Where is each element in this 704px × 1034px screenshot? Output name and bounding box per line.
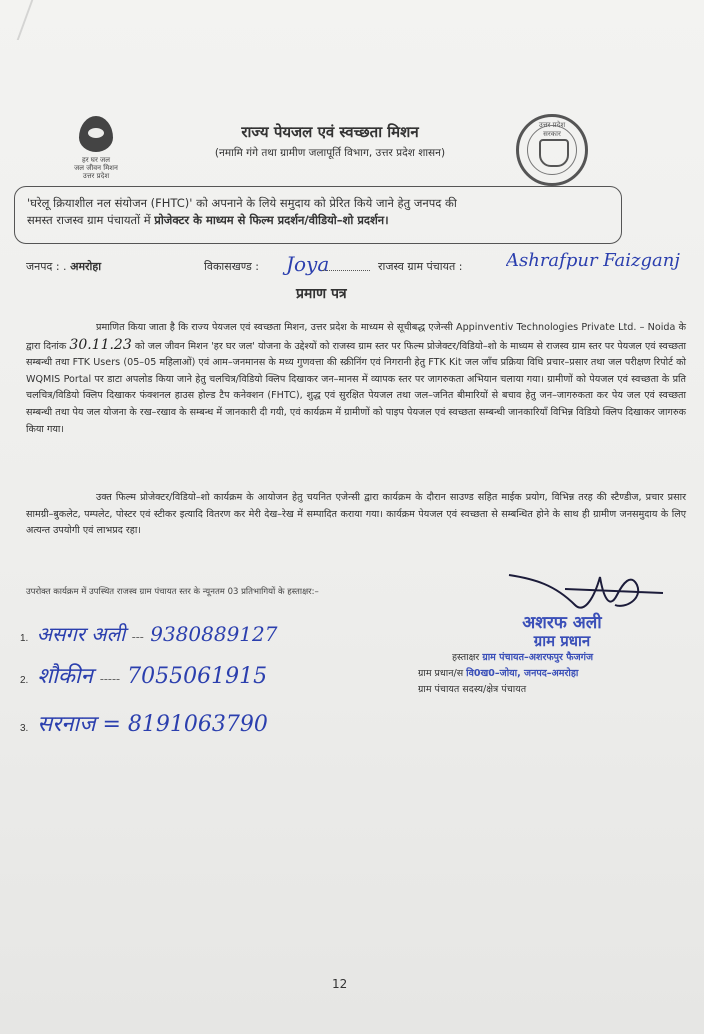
har-ghar-jal-logo <box>64 116 128 180</box>
seal-emblem-icon <box>539 139 569 167</box>
panchayat-label: राजस्व ग्राम पंचायत : <box>378 260 463 273</box>
pradhan-stamp <box>472 614 652 650</box>
participant-2-name: शौकीन <box>37 664 93 689</box>
participant-3-num: 3. <box>20 723 29 734</box>
certification-paragraph-1 <box>26 320 686 438</box>
pradhan-name: अशरफ अली <box>522 613 602 633</box>
participant-1-phone: 9380889127 <box>150 622 278 646</box>
mission-title: राज्य पेयजल एवं स्वच्छता मिशन <box>241 123 419 141</box>
panchayat-value: Ashrafpur Faizganj <box>506 250 680 271</box>
block-label: विकासखण्ड : <box>204 260 260 273</box>
district-label: जनपद : . <box>26 260 67 273</box>
water-drop-icon <box>79 116 113 152</box>
participant-3-name: सरनाज <box>37 712 96 737</box>
participants-header: उपरोक्त कार्यक्रम में उपस्थित राजस्व ग्राम पंचायत स्तर के न्यूनतम 03 प्रतिभागियों के हस्ताक्षर:– <box>26 587 319 597</box>
notice-line-2 <box>27 212 609 229</box>
signatory-line-3: ग्राम पंचायत सदस्य/क्षेत्र पंचायत <box>418 684 527 695</box>
signatory-lines <box>418 650 688 698</box>
notice-box <box>14 186 622 244</box>
paragraph-2-text: उक्त फिल्म प्रोजेक्टर/विडियो–शो कार्यक्रम के आयोजन हेतु चयनित एजेन्सी द्वारा कार्यक्रम के दौरान साउण्ड सहित माईक प्रयोग, विभिन्न तरह की स्टैण्डीज, प्रचार प्रसार सामग्री–बुकलेट, पम्पलेट, पोस्टर एवं स्टीकर इत्यादि वितरण कर मेरी देख–रेख में सम्पादित कराया गया। कार्यक्रम पेयजल एवं स्वच्छता से सम्बन्धित होने के साथ ही ग्रामीण जनसमुदाय के लिए अत्यन्त उपयोगी एवं लाभप्रद रहा। <box>26 492 686 537</box>
certification-paragraph-2 <box>26 490 686 540</box>
signatory-line-1: हस्ताक्षर ग्राम पंचायत–अशरफपुर फैजगंज <box>452 652 594 663</box>
participant-1: 1. असगर अली --- 9380889127 <box>20 622 278 646</box>
seal-text: उत्तर प्रदेश सरकार <box>538 121 566 138</box>
notice-line-2-prefix: समस्त राजस्व ग्राम पंचायतों में <box>27 213 155 227</box>
block-value: Joya <box>286 252 330 276</box>
paragraph-1-prefix: प्रमाणित किया जाता है कि राज्य पेयजल एवं स्वच्छता मिशन, उत्तर प्रदेश के माध्यम से सूचीबद्ध एजेन्सी Appinventiv Technologies Private Ltd. – Noida के द्वारा दिनांक <box>26 322 686 352</box>
block-dotted-line <box>322 270 370 271</box>
paragraph-1-suffix: को जल जीवन मिशन 'हर घर जल' योजना के उद्देश्यों को राजस्व ग्राम स्तर पर फिल्म प्रोजेक्टर/विडियो–शो के माध्यम से राजस्व ग्राम स्तर पर पेयजल एवं स्वच्छता सम्बन्धी तथा FTK Users (05–05 महिलाओं) एवं आम–जनमानस के मध्य गुणवत्ता की स्क्रीनिंग एवं निगरानी हेतु FTK Kit जल जाँच प्रक्रिया विधि प्रचार–प्रसार तथा जल परीक्षण रिपोर्ट को WQMIS Portal पर डाटा अपलोड किया जाने हेतु चलचित्र/विडियो क्लिप दिखाकर जन–मानस में व्यापक स्तर पर जागरुकता अभियान चलाया गया। ग्रामीणों को पेयजल एवं स्वच्छता के प्रति चलचित्र/विडियो क्लिप दिखाकर फंक्शनल हाउस होल्ड टैप कनेक्शन (FHTC), शुद्ध एवं सुरक्षित पेयजल तथा जल–जनित बीमारियों से बचाव हेतु जन–जागरुकता कर पेय जल एवं स्वच्छता सम्बन्धी तथा पेय जल योजना के रख–रखाव के सम्बन्ध में जानकारी दी गयी, एवं कार्यक्रम में ग्रामीणों को पाइप पेयजल एवं स्वच्छता सम्बन्धी जानकारियाँ विभिन्न विडियो क्लिप दिखाकर जागरुक किया गया। <box>26 340 686 435</box>
certificate-title: प्रमाण पत्र <box>296 286 347 302</box>
district-value: अमरोहा <box>70 260 102 273</box>
participant-2-phone: 7055061915 <box>127 664 268 689</box>
participant-3-phone: 8191063790 <box>127 712 268 737</box>
participant-2-num: 2. <box>20 675 29 686</box>
participant-1-name: असगर अली <box>36 622 126 646</box>
page-number: 12 <box>332 977 348 991</box>
pradhan-designation: ग्राम प्रधान <box>533 632 591 650</box>
participant-1-num: 1. <box>20 633 29 644</box>
pradhan-signature <box>505 565 665 619</box>
notice-line-1: 'घरेलू क्रियाशील नल संयोजन (FHTC)' को अपनाने के लिये समुदाय को प्रेरित किये जाने हेतु जनपद की <box>27 196 457 210</box>
district-field <box>26 259 101 274</box>
participant-2: 2. शौकीन ----- 7055061915 <box>20 664 268 689</box>
program-date: 30.11.23 <box>69 336 132 353</box>
mission-subtitle: (नमामि गंगे तथा ग्रामीण जलापूर्ति विभाग, उत्तर प्रदेश शासन) <box>214 147 446 159</box>
up-government-seal <box>516 114 588 186</box>
signatory-line-2: ग्राम प्रधान/स वि0ख0–जोया, जनपद–अमरोहा <box>418 668 579 679</box>
page-fold <box>0 0 33 40</box>
logo-caption: हर घर जल जल जीवन मिशन उत्तर प्रदेश <box>74 156 118 180</box>
notice-line-2-bold: प्रोजेक्टर के माध्यम से फिल्म प्रदर्शन/वीडियो–शो प्रदर्शन। <box>154 213 389 227</box>
participant-3: 3. सरनाज = 8191063790 <box>20 712 268 737</box>
